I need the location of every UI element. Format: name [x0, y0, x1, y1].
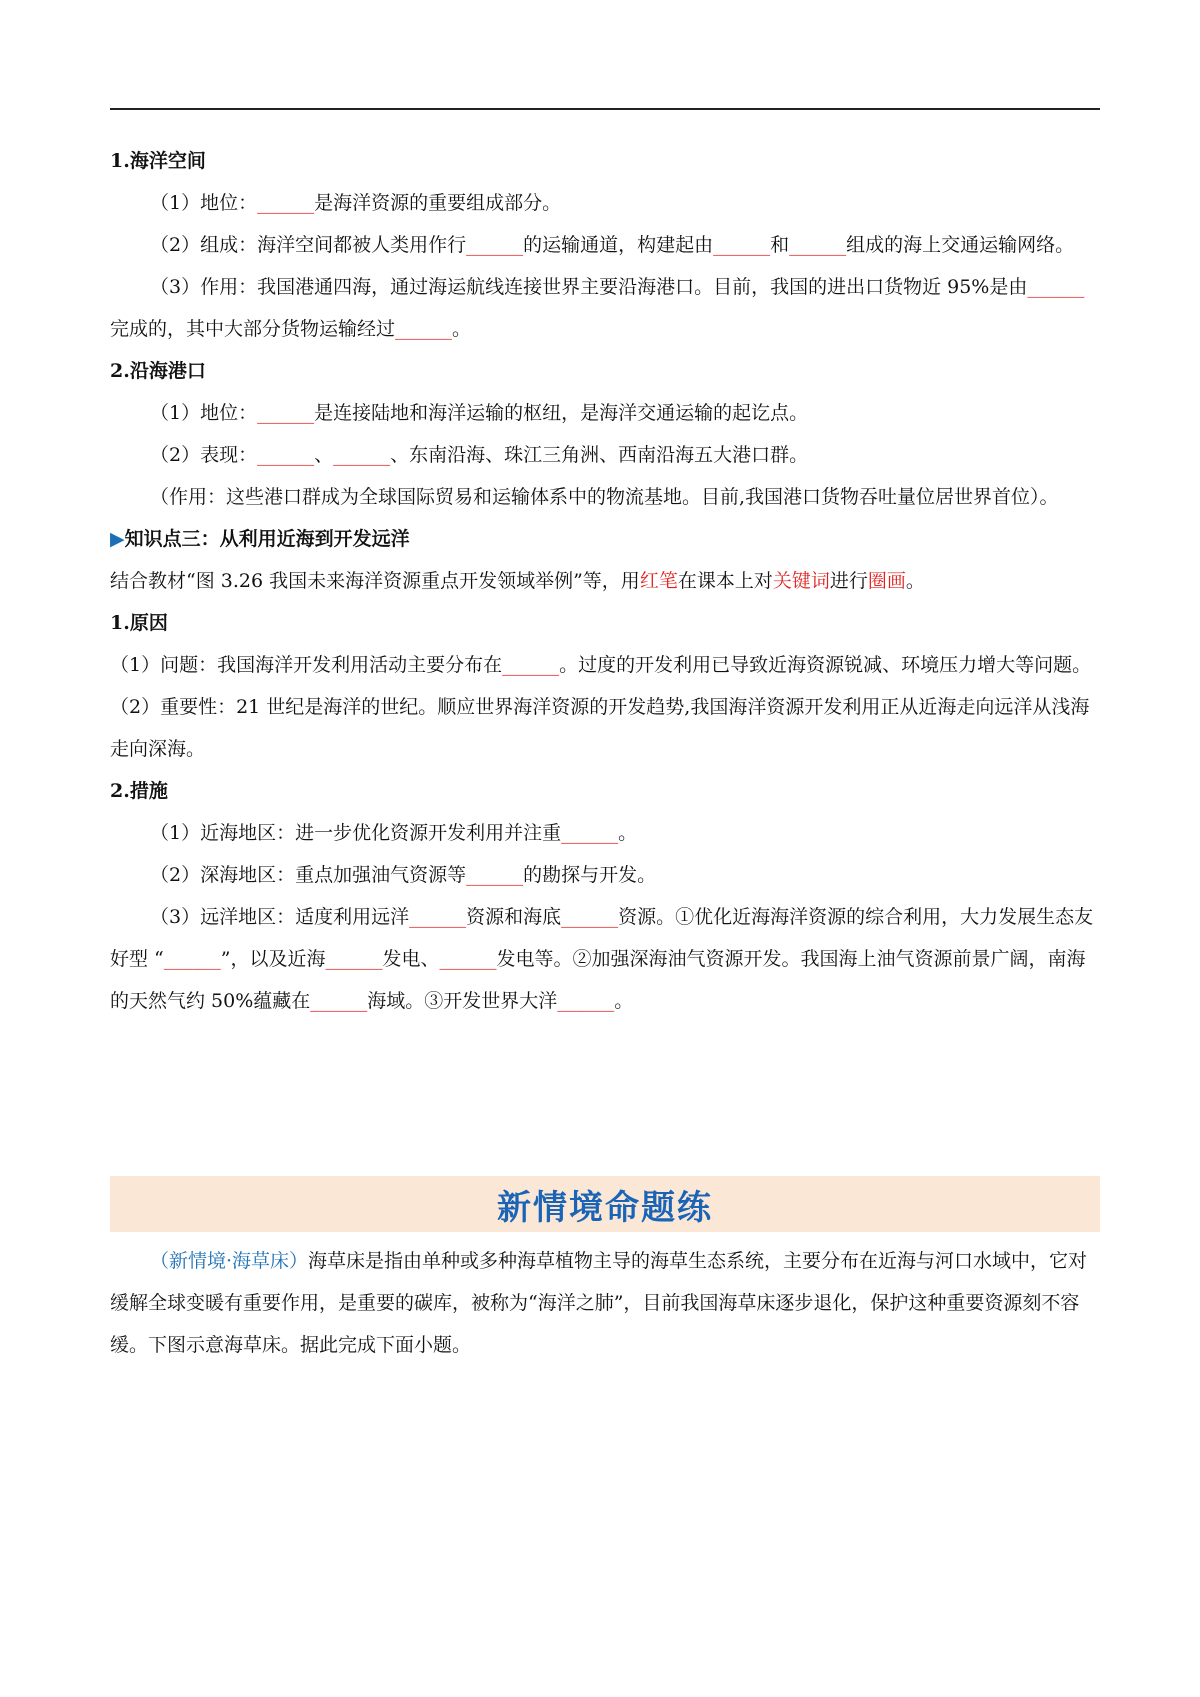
section-heading-reason: 1.原因 [110, 612, 168, 634]
header-rule [110, 108, 1100, 110]
fill-blank[interactable]: ______ [395, 318, 453, 340]
fill-blank[interactable]: ______ [163, 948, 221, 970]
fill-blank[interactable]: ______ [257, 444, 315, 466]
scenario-paragraph [110, 1240, 1100, 1366]
fill-blank[interactable]: ______ [789, 234, 847, 256]
fill-blank[interactable]: ______ [325, 948, 383, 970]
ocean-space-position: （1）地位：______是海洋资源的重要组成部分。 [150, 192, 562, 214]
scenario-text: 海草床是指由单种或多种海草植物主导的海草生态系统，主要分布在近海与河口水域中，它对缓解全球变暖有重要作用，是重要的碳库，被称为“海洋之肺”，目前我国海草床逐步退化，保护这种重要资源刻不容缓。下图示意海草床。据此完成下面小题。 [110, 1250, 1088, 1356]
instruction-text: 结合教材“图 3.26 我国未来海洋资源重点开发领域举例”等，用红笔在课本上对关键词进行圈画。 [110, 570, 925, 592]
coastal-ports-position: （1）地位：______是连接陆地和海洋运输的枢纽，是海洋交通运输的起讫点。 [150, 402, 809, 424]
fill-blank[interactable]: ______ [466, 864, 524, 886]
section-heading-coastal-ports: 2.沿海港口 [110, 360, 206, 382]
fill-blank[interactable]: ______ [333, 444, 391, 466]
fill-blank[interactable]: ______ [257, 192, 315, 214]
section-heading-measures: 2.措施 [110, 780, 168, 802]
fill-blank[interactable]: ______ [561, 906, 619, 928]
knowledge-point-title: ▶知识点三：从利用近海到开发远洋 [110, 528, 410, 550]
fill-blank[interactable]: ______ [502, 654, 560, 676]
measures-ocean: （3）远洋地区：适度利用远洋______资源和海底______资源。①优化近海海洋资源的综合利用，大力发展生态友好型 “______”，以及近海______发电、______发电等。②加强深海油气资源开发。我国海上油气资源前景广阔，南海的天然气约 50%蕴藏在______海域。③开发世界大洋______。 [110, 906, 1094, 1012]
document-body [110, 140, 1100, 1022]
section-heading-ocean-space: 1.海洋空间 [110, 150, 206, 172]
measures-nearshore: （1）近海地区：进一步优化资源开发利用并注重______。 [150, 822, 638, 844]
fill-blank[interactable]: ______ [439, 948, 497, 970]
fill-blank[interactable]: ______ [557, 990, 615, 1012]
triangle-marker-icon: ▶ [110, 528, 125, 550]
coastal-ports-function: （作用：这些港口群成为全球国际贸易和运输体系中的物流基地。目前,我国港口货物吞吐量位居世界首位）。 [150, 486, 1059, 508]
ocean-space-function: （3）作用：我国港通四海，通过海运航线连接世界主要沿海港口。目前，我国的进出口货物近 95%是由______完成的，其中大部分货物运输经过______。 [110, 276, 1085, 340]
coastal-ports-performance: （2）表现：______、______、东南沿海、珠江三角洲、西南沿海五大港口群。 [150, 444, 809, 466]
reason-importance: （2）重要性：21 世纪是海洋的世纪。顺应世界海洋资源的开发趋势,我国海洋资源开发利用正从近海走向远洋从浅海走向深海。 [110, 696, 1090, 760]
fill-blank[interactable]: ______ [257, 402, 315, 424]
fill-blank[interactable]: ______ [310, 990, 368, 1012]
banner-title: 新情境命题练 [497, 1188, 713, 1228]
reason-problem: （1）问题：我国海洋开发利用活动主要分布在______。过度的开发利用已导致近海资源锐减、环境压力增大等问题。 [110, 654, 1092, 676]
section-banner [110, 1176, 1100, 1232]
scenario-tag: （新情境·海草床） [150, 1250, 309, 1272]
fill-blank[interactable]: ______ [1027, 276, 1085, 298]
fill-blank[interactable]: ______ [466, 234, 524, 256]
fill-blank[interactable]: ______ [409, 906, 467, 928]
fill-blank[interactable]: ______ [561, 822, 619, 844]
ocean-space-composition: （2）组成：海洋空间都被人类用作行______的运输通道，构建起由______和______组成的海上交通运输网络。 [150, 234, 1075, 256]
fill-blank[interactable]: ______ [713, 234, 771, 256]
measures-deep-sea: （2）深海地区：重点加强油气资源等______的勘探与开发。 [150, 864, 657, 886]
